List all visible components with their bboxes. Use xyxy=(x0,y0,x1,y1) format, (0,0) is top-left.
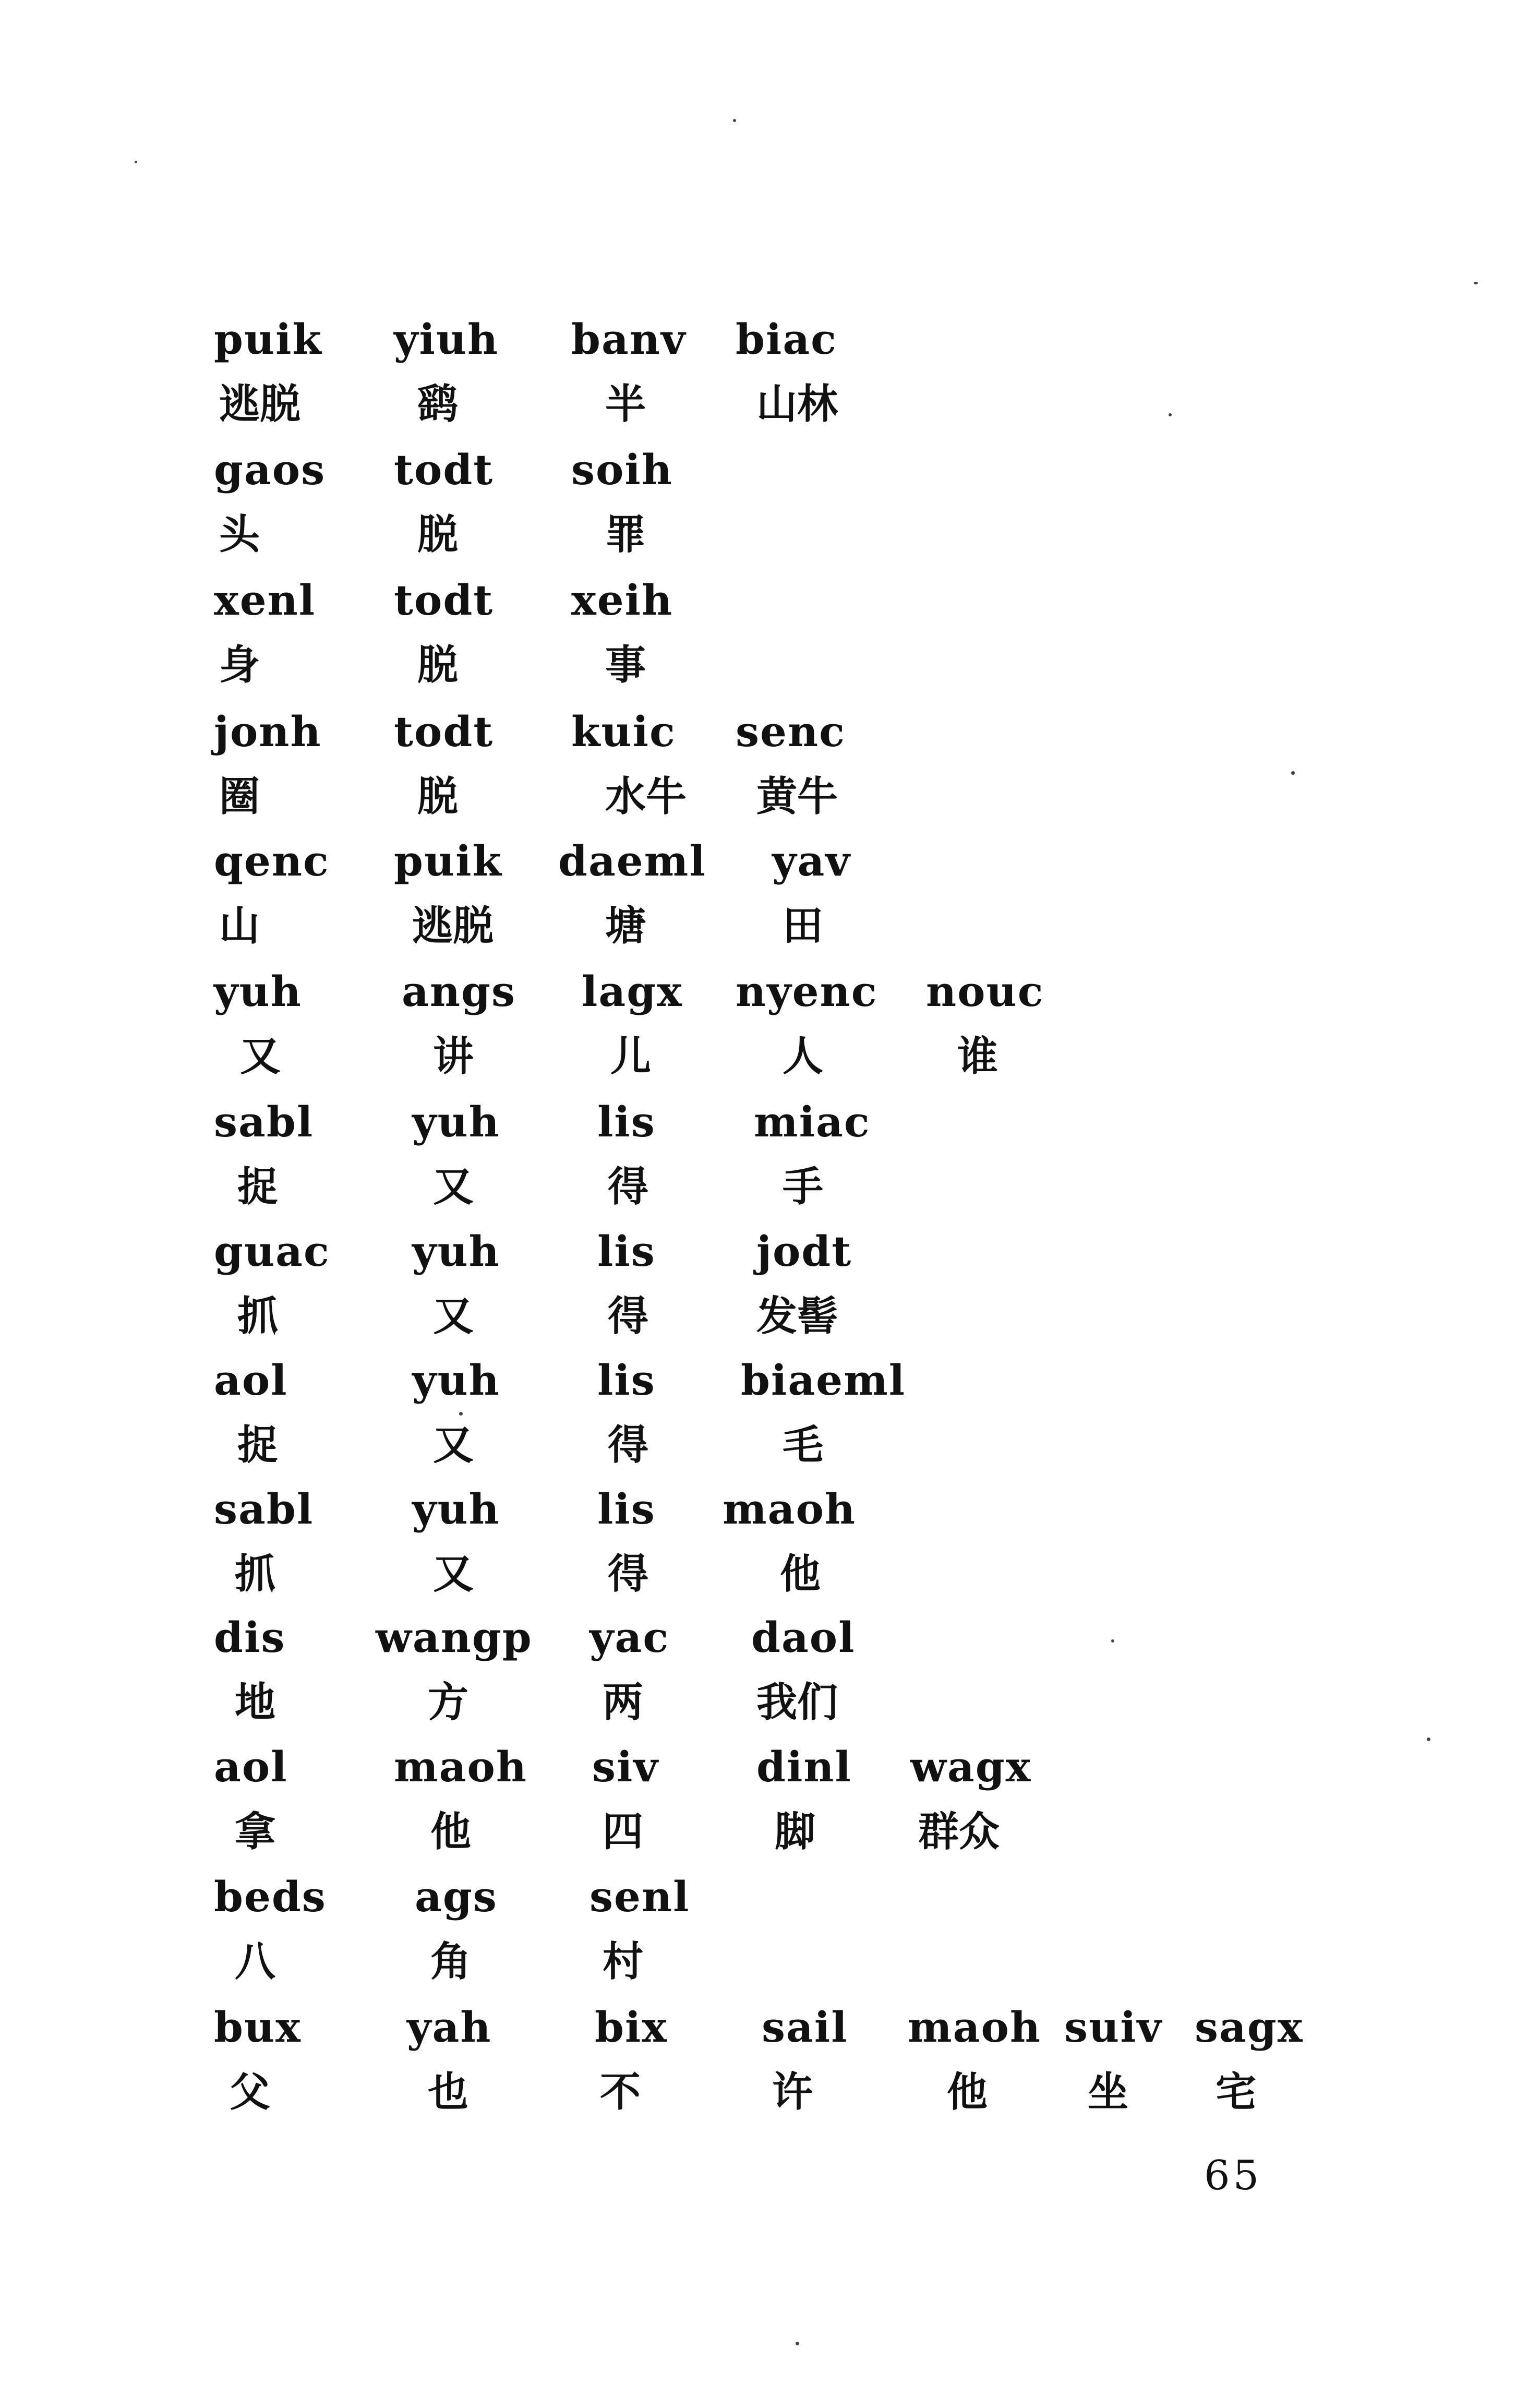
dong-line xyxy=(0,1472,1540,1545)
chinese-gloss: 捉 xyxy=(237,1164,279,1211)
dong-word: angs xyxy=(402,967,516,1016)
chinese-gloss-line xyxy=(0,368,1540,441)
scan-speck xyxy=(1169,413,1172,416)
chinese-gloss-line xyxy=(0,1020,1540,1093)
page-number: 65 xyxy=(1204,2152,1262,2199)
dong-word: yuh xyxy=(412,1484,500,1533)
chinese-gloss: 抓 xyxy=(235,1551,276,1598)
dong-word: yav xyxy=(772,836,851,885)
dong-line xyxy=(0,695,1540,768)
scan-speck xyxy=(459,1412,463,1416)
dong-word: xenl xyxy=(214,576,316,625)
dong-word: daeml xyxy=(558,836,706,885)
dong-word: suiv xyxy=(1064,2003,1163,2052)
dong-word: dinl xyxy=(756,1742,852,1791)
dong-word: ags xyxy=(415,1872,498,1921)
chinese-gloss: 又 xyxy=(240,1033,281,1080)
chinese-gloss: 四 xyxy=(603,1808,644,1855)
dong-line xyxy=(0,1991,1540,2064)
chinese-gloss-line xyxy=(0,1666,1540,1739)
dong-line xyxy=(0,1344,1540,1417)
chinese-gloss: 拿 xyxy=(235,1808,276,1855)
scan-speck xyxy=(796,2342,799,2345)
chinese-gloss-line xyxy=(0,1280,1540,1353)
dong-word: bix xyxy=(595,2003,668,2052)
chinese-gloss-line xyxy=(0,1538,1540,1611)
dong-word: nouc xyxy=(926,967,1044,1016)
chinese-gloss: 抓 xyxy=(237,1293,279,1340)
dong-word: sail xyxy=(762,2003,848,2052)
chinese-gloss: 得 xyxy=(608,1293,649,1340)
dong-word: sabl xyxy=(214,1484,314,1533)
chinese-gloss: 群众 xyxy=(918,1808,1000,1855)
dong-line xyxy=(0,1085,1540,1158)
dong-word: wangp xyxy=(376,1613,533,1662)
chinese-gloss: 罪 xyxy=(605,511,646,558)
dong-word: todt xyxy=(394,707,494,756)
chinese-gloss: 也 xyxy=(428,2069,469,2116)
dong-word: sagx xyxy=(1195,2003,1304,2052)
dong-word: biaeml xyxy=(741,1356,906,1405)
chinese-gloss: 又 xyxy=(433,1551,474,1598)
chinese-gloss: 脱 xyxy=(417,511,459,558)
chinese-gloss-line xyxy=(0,1925,1540,1998)
dong-word: kuic xyxy=(571,707,676,756)
dong-word: aol xyxy=(214,1356,288,1405)
chinese-gloss: 他 xyxy=(947,2069,988,2116)
chinese-gloss-line xyxy=(0,629,1540,702)
dong-word: miac xyxy=(754,1097,871,1146)
chinese-gloss: 得 xyxy=(608,1422,649,1469)
dong-word: guac xyxy=(214,1227,330,1276)
dong-word: senl xyxy=(589,1872,690,1921)
chinese-gloss: 坐 xyxy=(1088,2069,1129,2116)
chinese-gloss: 又 xyxy=(433,1293,474,1340)
dong-word: dis xyxy=(214,1613,286,1662)
dong-word: lis xyxy=(597,1356,656,1405)
chinese-gloss: 村 xyxy=(603,1938,644,1985)
dong-word: maoh xyxy=(908,2003,1042,2052)
chinese-gloss-line xyxy=(0,1795,1540,1868)
dong-word: daol xyxy=(751,1613,856,1662)
chinese-gloss-line xyxy=(0,1409,1540,1482)
chinese-gloss: 逃脱 xyxy=(412,903,494,950)
dong-word: yuh xyxy=(412,1227,500,1276)
dong-line xyxy=(0,564,1540,637)
chinese-gloss: 发髻 xyxy=(756,1293,838,1340)
dong-line xyxy=(0,1860,1540,1933)
dong-word: yuh xyxy=(412,1356,500,1405)
dong-word: todt xyxy=(394,445,494,494)
chinese-gloss: 不 xyxy=(600,2069,641,2116)
dong-word: qenc xyxy=(214,836,330,885)
dong-word: todt xyxy=(394,576,494,625)
dong-word: puik xyxy=(394,836,502,885)
dong-word: soih xyxy=(571,445,673,494)
chinese-gloss: 脚 xyxy=(775,1808,816,1855)
scan-speck xyxy=(1474,282,1478,284)
chinese-gloss: 鹞 xyxy=(417,381,459,428)
dong-word: puik xyxy=(214,315,322,364)
chinese-gloss: 父 xyxy=(230,2069,271,2116)
chinese-gloss: 水牛 xyxy=(605,773,687,820)
chinese-gloss: 脱 xyxy=(417,642,459,689)
chinese-gloss: 手 xyxy=(783,1164,824,1211)
chinese-gloss: 事 xyxy=(605,642,646,689)
dong-word: lis xyxy=(597,1484,656,1533)
chinese-gloss: 人 xyxy=(783,1033,824,1080)
chinese-gloss: 黄牛 xyxy=(756,773,838,820)
chinese-gloss: 他 xyxy=(780,1551,821,1598)
dong-line xyxy=(0,1730,1540,1803)
chinese-gloss: 半 xyxy=(605,381,646,428)
dong-word: yac xyxy=(589,1613,670,1662)
dong-line xyxy=(0,433,1540,506)
chinese-gloss: 田 xyxy=(783,903,824,950)
chinese-gloss: 角 xyxy=(430,1938,472,1985)
dong-word: maoh xyxy=(723,1484,857,1533)
dong-word: beds xyxy=(214,1872,327,1921)
chinese-gloss: 又 xyxy=(433,1422,474,1469)
dong-line xyxy=(0,1601,1540,1674)
dong-word: jonh xyxy=(214,707,322,756)
dong-word: yuh xyxy=(412,1097,500,1146)
chinese-gloss: 得 xyxy=(608,1164,649,1211)
chinese-gloss: 身 xyxy=(219,642,260,689)
dong-line xyxy=(0,824,1540,897)
dong-word: yah xyxy=(407,2003,492,2052)
dong-word: jodt xyxy=(756,1227,852,1276)
chinese-gloss: 山 xyxy=(219,903,260,950)
dong-word: xeih xyxy=(571,576,673,625)
chinese-gloss: 逃脱 xyxy=(219,381,301,428)
dong-word: lis xyxy=(597,1227,656,1276)
chinese-gloss: 我们 xyxy=(756,1679,838,1726)
chinese-gloss: 儿 xyxy=(610,1033,652,1080)
dong-word: lis xyxy=(597,1097,656,1146)
chinese-gloss: 塘 xyxy=(605,903,646,950)
dong-word: senc xyxy=(736,707,846,756)
chinese-gloss-line xyxy=(0,890,1540,963)
dong-word: maoh xyxy=(394,1742,528,1791)
chinese-gloss: 八 xyxy=(235,1938,276,1985)
chinese-gloss-line xyxy=(0,760,1540,833)
chinese-gloss: 捉 xyxy=(237,1422,279,1469)
chinese-gloss: 山林 xyxy=(756,381,838,428)
dong-line xyxy=(0,1215,1540,1288)
dong-word: wagx xyxy=(910,1742,1032,1791)
chinese-gloss: 头 xyxy=(219,511,260,558)
dong-word: lagx xyxy=(582,967,683,1016)
scan-speck xyxy=(1427,1737,1430,1741)
chinese-gloss: 脱 xyxy=(417,773,459,820)
dong-line xyxy=(0,955,1540,1028)
scan-speck xyxy=(1111,1639,1114,1643)
scan-speck xyxy=(733,119,736,122)
dong-word: aol xyxy=(214,1742,288,1791)
scan-speck xyxy=(1291,771,1295,775)
chinese-gloss: 毛 xyxy=(783,1422,824,1469)
chinese-gloss: 圈 xyxy=(219,773,260,820)
dong-word: biac xyxy=(736,315,837,364)
chinese-gloss: 两 xyxy=(603,1679,644,1726)
dong-word: sabl xyxy=(214,1097,314,1146)
chinese-gloss-line xyxy=(0,1150,1540,1224)
chinese-gloss-line xyxy=(0,2056,1540,2129)
chinese-gloss-line xyxy=(0,498,1540,571)
chinese-gloss: 许 xyxy=(772,2069,813,2116)
chinese-gloss: 他 xyxy=(430,1808,472,1855)
chinese-gloss: 讲 xyxy=(433,1033,474,1080)
chinese-gloss: 宅 xyxy=(1216,2069,1257,2116)
dong-word: siv xyxy=(592,1742,659,1791)
dong-word: yuh xyxy=(214,967,302,1016)
chinese-gloss: 地 xyxy=(235,1679,276,1726)
chinese-gloss: 方 xyxy=(428,1679,469,1726)
chinese-gloss: 谁 xyxy=(957,1033,998,1080)
scan-speck xyxy=(135,161,137,163)
dong-word: bux xyxy=(214,2003,302,2052)
dong-line xyxy=(0,303,1540,376)
dong-word: banv xyxy=(571,315,687,364)
dong-word: gaos xyxy=(214,445,326,494)
dong-word: yiuh xyxy=(394,315,499,364)
chinese-gloss: 得 xyxy=(608,1551,649,1598)
chinese-gloss: 又 xyxy=(433,1164,474,1211)
dong-word: nyenc xyxy=(736,967,878,1016)
